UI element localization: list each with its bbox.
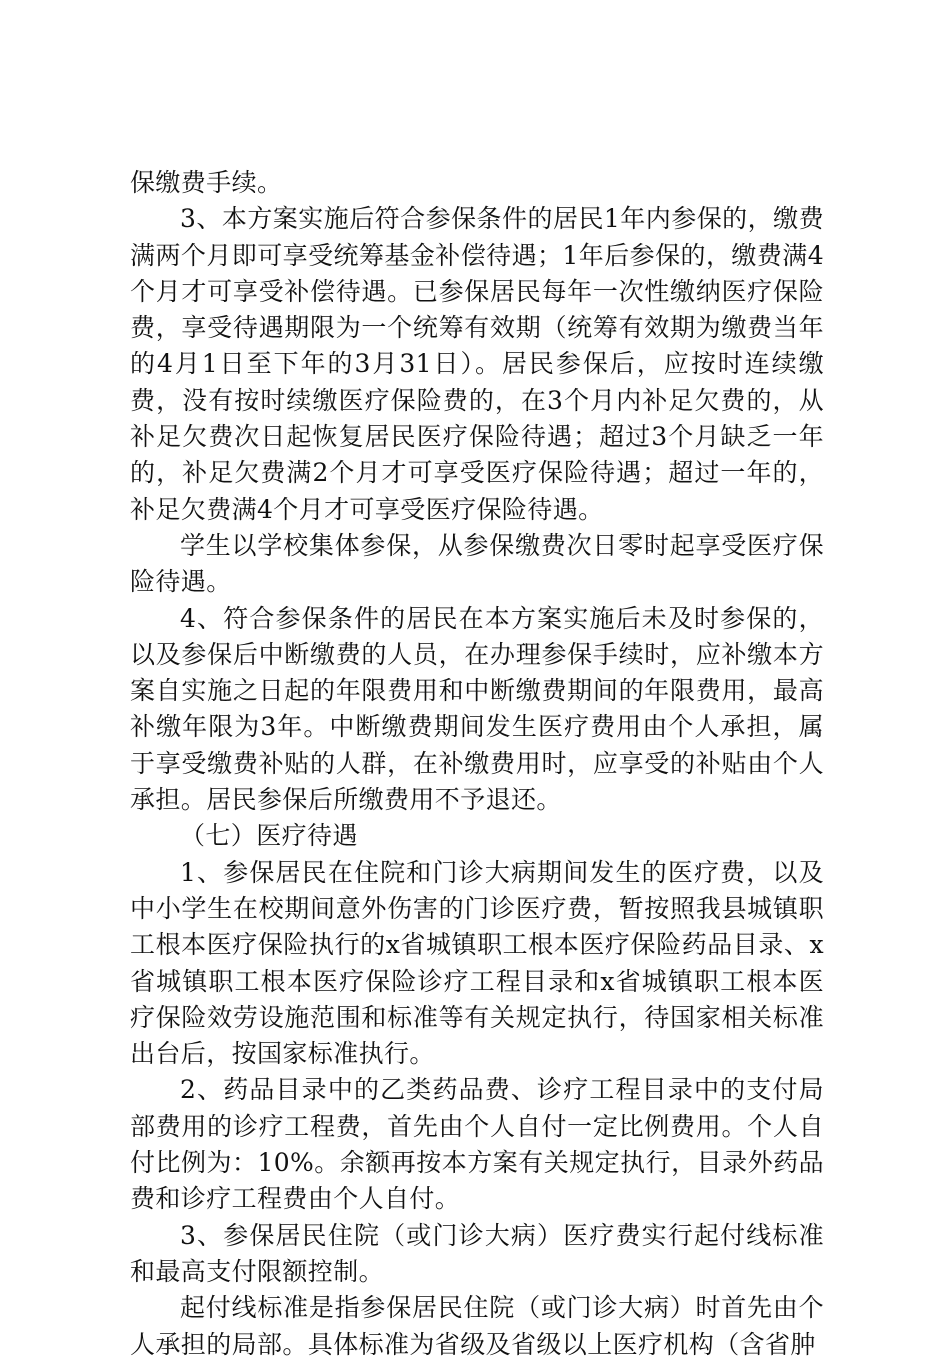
paragraph: 学生以学校集体参保，从参保缴费次日零时起享受医疗保险待遇。 xyxy=(130,530,824,597)
paragraph: 3、本方案实施后符合参保条件的居民1年内参保的，缴费满两个月即可享受统筹基金补偿待遇；1年后参保的，缴费满4个月才可享受补偿待遇。已参保居民每年一次性缴纳医疗保险费，享受待遇期限为一个统筹有效期（统筹有效期为缴费当年的4月1日至下年的3月31日）。居民参保后，应按时连续缴费，没有按时续缴医疗保险费的，在3个月内补足欠费的，从补足欠费次日起恢复居民医疗保险待遇；超过3个月缺乏一年的，补足欠费满2个月才可享受医疗保险待遇；超过一年的，补足欠费满4个月才可享受医疗保险待遇。 xyxy=(130,204,824,524)
paragraph: 1、参保居民在住院和门诊大病期间发生的医疗费，以及中小学生在校期间意外伤害的门诊医疗费，暂按照我县城镇职工根本医疗保险执行的x省城镇职工根本医疗保险药品目录、x省城镇职工根本医疗保险诊疗工程目录和x省城镇职工根本医疗保险效劳设施范围和标准等有关规定执行，待国家相关标准出台后，按国家标准执行。 xyxy=(130,857,824,1069)
paragraph: 4、符合参保条件的居民在本方案实施后未及时参保的，以及参保后中断缴费的人员，在办理参保手续时，应补缴本方案自实施之日起的年限费用和中断缴费期间的年限费用，最高补缴年限为3年。中断缴费期间发生医疗费用由个人承担，属于享受缴费补贴的人群，在补缴费用时，应享受的补贴由个人承担。居民参保后所缴费用不予退还。 xyxy=(130,603,824,815)
paragraph: 起付线标准是指参保居民住院（或门诊大病）时首先由个人承担的局部。具体标准为省级及省级以上医疗机构（含省肿 xyxy=(130,1293,824,1359)
paragraph: 2、药品目录中的乙类药品费、诊疗工程目录中的支付局部费用的诊疗工程费，首先由个人自付一定比例费用。个人自付比例为：10%。余额再按本方案有关规定执行，目录外药品费和诊疗工程费由个人自付。 xyxy=(130,1075,824,1214)
paragraph: 保缴费手续。 xyxy=(130,168,283,197)
paragraph: 3、参保居民住院（或门诊大病）医疗费实行起付线标准和最高支付限额控制。 xyxy=(130,1220,824,1286)
document-body xyxy=(130,165,824,1363)
section-heading: （七）医疗待遇 xyxy=(180,821,358,851)
